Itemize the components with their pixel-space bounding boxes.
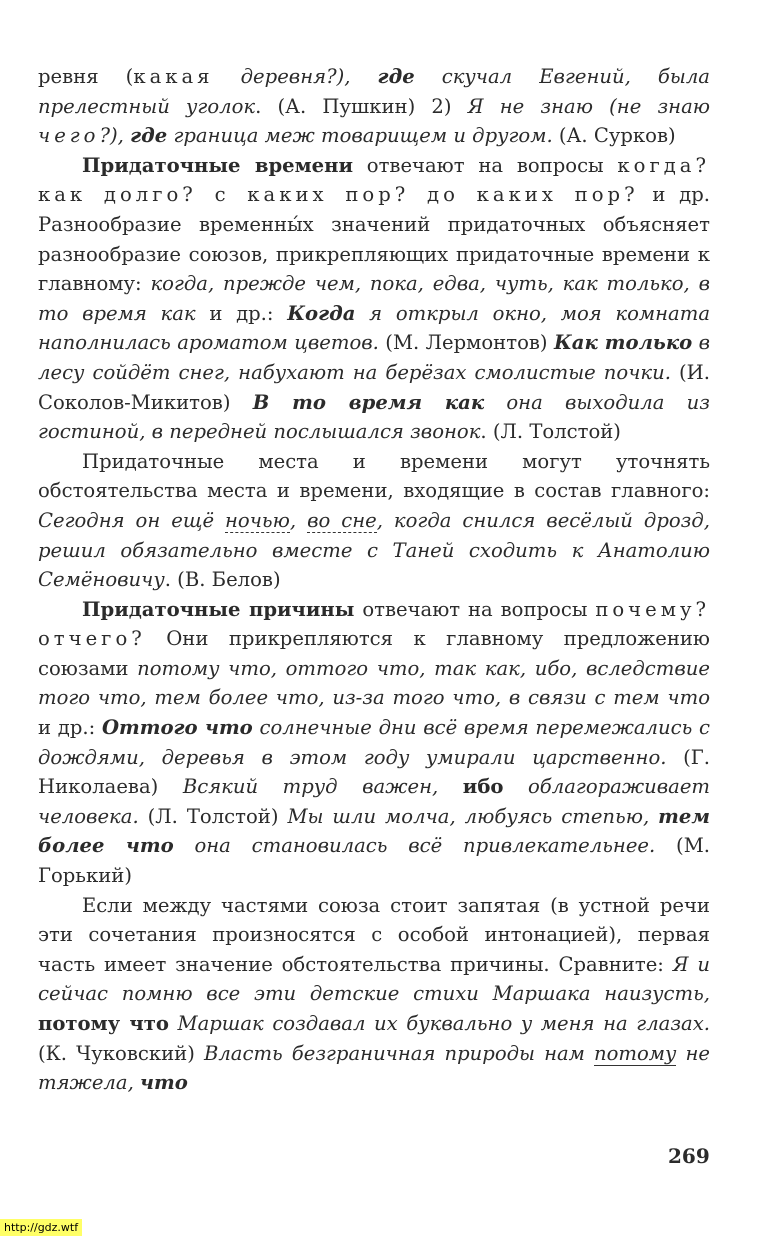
text: Они прикрепляются к главному предложению союзами	[38, 627, 710, 680]
paragraph-1	[38, 62, 710, 151]
text: Придаточные места и времени могут уточнять обстоятельства места и времени, входящие в состав главного:	[38, 449, 710, 503]
spaced-question: какая	[133, 65, 214, 88]
example-text: скучал Евгений, была прелестный уголок	[38, 65, 710, 118]
citation: (А. Сурков)	[552, 124, 676, 148]
example-text: я открыл окно, моя комната наполнилась ароматом цветов.	[38, 301, 710, 355]
conjunction-list: когда, прежде чем, пока, едва, чуть, как только, в то время как	[38, 272, 710, 325]
text: и др. Разнообразие временны́х значений придаточных объясняет разнообразие союзов, прикрепляющих придаточные времени к главному:	[38, 183, 710, 296]
conjunction: тем более что	[38, 804, 710, 858]
conjunction: В то время как	[252, 390, 485, 414]
underlined-word: во сне	[307, 508, 377, 532]
citation: . (В. Белов)	[164, 568, 281, 592]
conjunction: ибо	[462, 775, 504, 799]
example-text: Всякий труд важен,	[182, 775, 463, 799]
citation: (К. Чуковский)	[38, 1041, 204, 1065]
example-text: Маршак создавал их буквально у меня на глазах.	[168, 1012, 710, 1035]
citation: . (Л. Толстой)	[480, 420, 621, 444]
example-text: ?),	[99, 124, 131, 148]
example-text: солнечные дни всё время перемежались с дождями, деревья в этом году умирали царственно.	[38, 716, 710, 769]
example-text: деревня?),	[213, 65, 378, 88]
paragraph-time-clauses	[38, 151, 710, 447]
conjunction: Как только	[553, 331, 693, 355]
page-number: 269	[668, 1144, 710, 1168]
spaced-question: почему? отчего?	[38, 597, 711, 651]
text: и др.:	[195, 301, 288, 325]
paragraph-cause-clauses	[38, 595, 710, 891]
conjunction: Оттого что	[101, 716, 253, 740]
example-text: она выходила из гостиной, в передней послышался звонок	[38, 390, 710, 444]
citation: . (А. Пушкин) 2)	[255, 94, 468, 118]
text: ревня (	[38, 65, 134, 88]
example-text: в лесу сойдёт снег, набухают на берёзах смолистые почки.	[38, 331, 710, 384]
term: Придаточные времени	[82, 153, 353, 177]
example-text: граница меж товарищем и другом.	[167, 124, 553, 148]
citation: (Г. Николаева)	[38, 745, 710, 799]
example-text: Мы шли молча, любуясь степью,	[287, 804, 659, 828]
example-text: она становилась всё привлекательнее.	[173, 834, 656, 858]
example-text: Сегодня он ещё	[38, 508, 226, 532]
paragraph-comma-split	[38, 891, 710, 1098]
spaced-question: когда? как долго? с каких пор? до каких пор?	[38, 153, 710, 207]
watermark-link[interactable]: http://gdz.wtf	[0, 1219, 82, 1236]
example-text: Я и сейчас помню все эти детские стихи Маршака наизусть,	[38, 952, 711, 1006]
example-text: облагораживает человека.	[38, 775, 710, 828]
conjunction: Когда	[287, 301, 356, 325]
example-text: , когда снился весёлый дрозд, решил обязательно вместе с Таней сходить к Анатолию Семёновичу	[38, 508, 710, 592]
term: Придаточные причины	[82, 597, 355, 621]
example-text: Я не знаю (не знаю	[467, 94, 710, 118]
citation: (М. Горький)	[38, 834, 710, 888]
citation: (И. Соколов-Микитов)	[38, 360, 710, 414]
spaced-question: чего	[38, 124, 100, 148]
citation: (М. Лермонтов)	[378, 331, 554, 355]
conjunction: потому что	[38, 1012, 169, 1035]
conjunction: где	[130, 124, 168, 148]
conjunction: где	[377, 65, 415, 88]
citation: (Л. Толстой)	[138, 804, 288, 828]
example-text: не тяжела,	[38, 1041, 711, 1095]
text: отвечают на вопросы	[354, 597, 596, 621]
text: и др.:	[38, 716, 102, 740]
text: отвечают на вопросы	[353, 153, 618, 177]
example-text: ,	[289, 508, 308, 532]
paragraph-place-time	[38, 447, 710, 595]
text: Если между частями союза стоит запятая (в устной речи эти сочетания произносятся с особой интонацией), первая часть имеет значение обстоятельства причины. Сравните:	[38, 893, 710, 976]
conjunction: что	[140, 1071, 188, 1095]
conjunction-list: потому что, оттого что, так как, ибо, вследствие того что, тем более что, из-за того что, в связи с тем что	[38, 656, 710, 710]
page-body	[38, 62, 710, 1098]
example-text: Власть безграничная природы нам	[203, 1041, 595, 1065]
underlined-word: ночью	[225, 508, 290, 532]
underlined-word: потому	[594, 1041, 677, 1065]
